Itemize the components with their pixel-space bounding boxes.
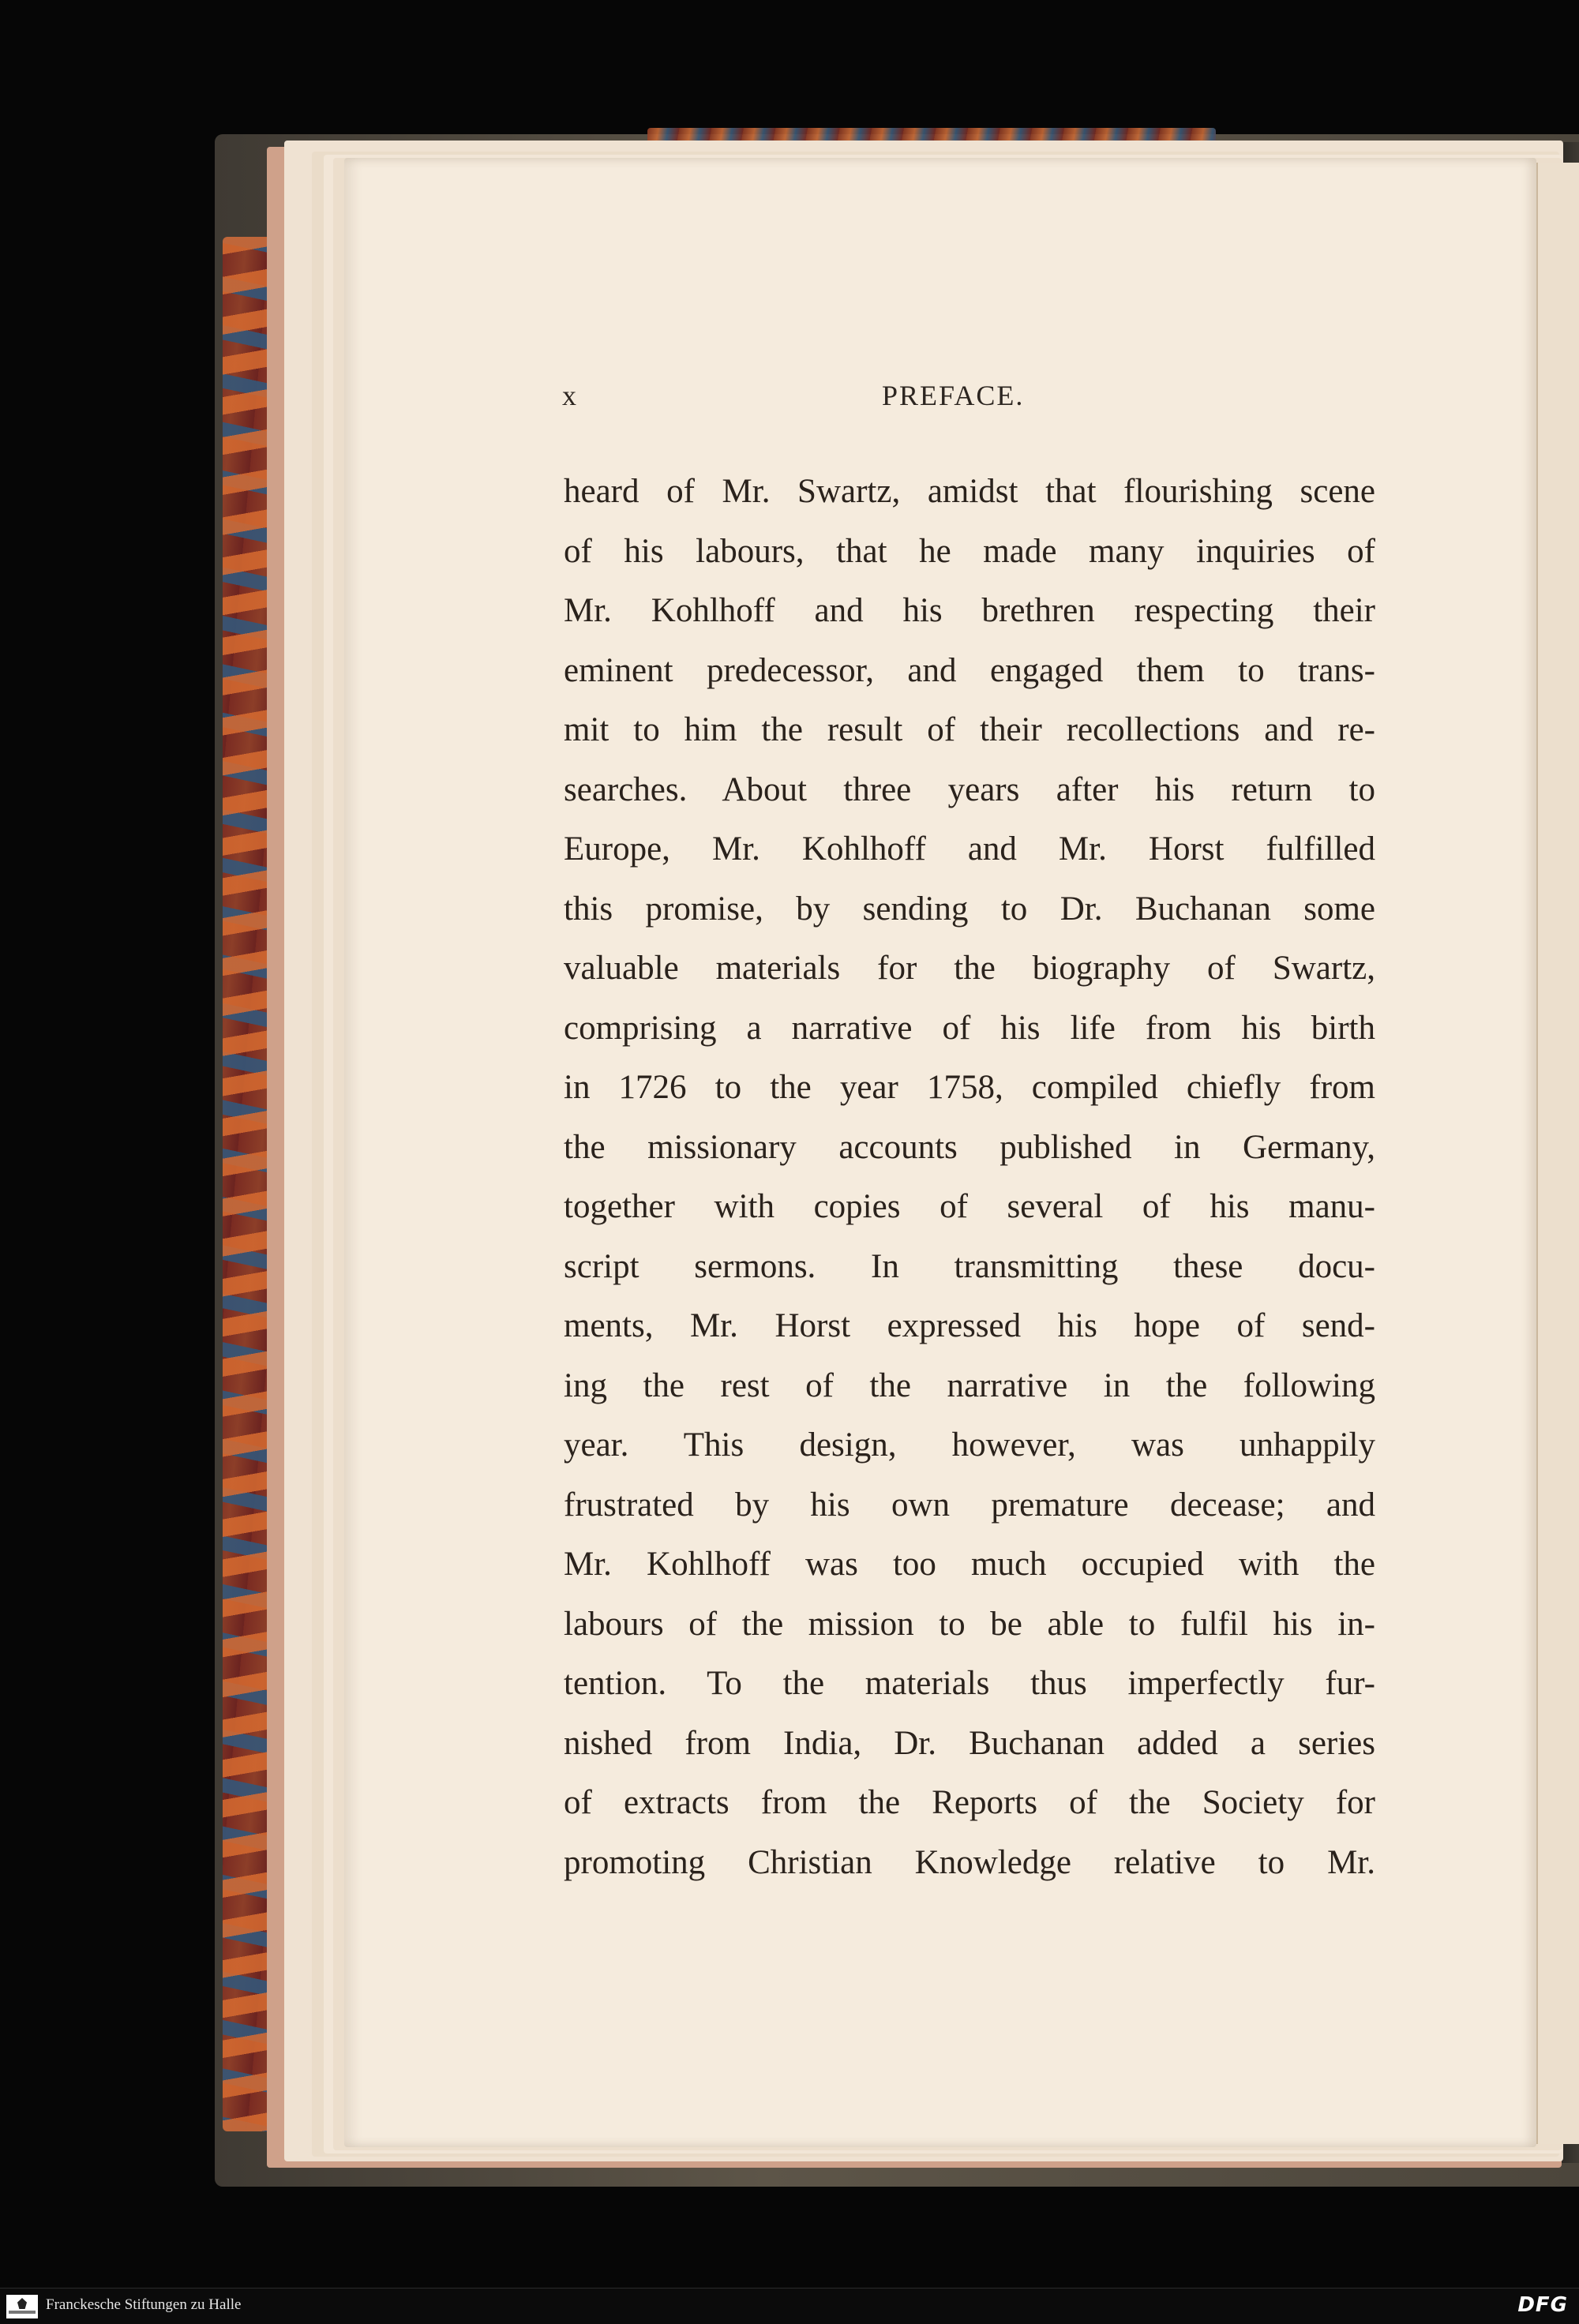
text-line: ing the rest of the narrative in the following: [564, 1366, 1375, 1404]
facing-page-edge: [1536, 163, 1579, 2144]
running-title: PREFACE.: [882, 380, 1025, 411]
viewer-footer: [0, 2288, 1579, 2324]
text-line: Europe, Mr. Kohlhoff and Mr. Horst fulfilled: [564, 830, 1375, 868]
dfg-logo: DFG: [1517, 2293, 1568, 2317]
page-body: [564, 462, 1375, 1892]
institution-name: Franckesche Stiftungen zu Halle: [46, 2296, 242, 2313]
text-line: searches. About three years after his return to: [564, 770, 1375, 808]
text-line: eminent predecessor, and engaged them to trans-: [564, 651, 1375, 689]
page-header: [562, 379, 1375, 426]
institution-logo-icon: [6, 2295, 38, 2318]
logo-caption: [9, 2311, 36, 2314]
text-line: frustrated by his own premature decease; and: [564, 1486, 1375, 1524]
text-line: together with copies of several of his manu-: [564, 1188, 1375, 1225]
page-number: x: [562, 380, 577, 411]
text-line: in 1726 to the year 1758, compiled chiefly from: [564, 1069, 1375, 1106]
emblem-icon: [17, 2298, 27, 2309]
text-line: of extracts from the Reports of the Society for: [564, 1784, 1375, 1821]
text-line: Mr. Kohlhoff and his brethren respecting their: [564, 592, 1375, 629]
text-line: year. This design, however, was unhappily: [564, 1426, 1375, 1464]
text-line: the missionary accounts published in Germany,: [564, 1128, 1375, 1166]
text-line: of his labours, that he made many inquiries of: [564, 532, 1375, 570]
text-line: comprising a narrative of his life from his birth: [564, 1009, 1375, 1047]
text-line: script sermons. In transmitting these docu-: [564, 1247, 1375, 1285]
text-line: mit to him the result of their recollections and re-: [564, 711, 1375, 748]
text-line: labours of the mission to be able to fulfil his in-: [564, 1605, 1375, 1643]
text-line: tention. To the materials thus imperfectly fur-: [564, 1665, 1375, 1702]
text-line: Mr. Kohlhoff was too much occupied with the: [564, 1546, 1375, 1583]
text-line: promoting Christian Knowledge relative to Mr.: [564, 1843, 1375, 1881]
text-line: nished from India, Dr. Buchanan added a series: [564, 1724, 1375, 1762]
text-line: ments, Mr. Horst expressed his hope of send-: [564, 1307, 1375, 1344]
text-line: heard of Mr. Swartz, amidst that flourishing scene: [564, 473, 1375, 510]
text-line: this promise, by sending to Dr. Buchanan some: [564, 890, 1375, 928]
text-line: valuable materials for the biography of Swartz,: [564, 950, 1375, 987]
